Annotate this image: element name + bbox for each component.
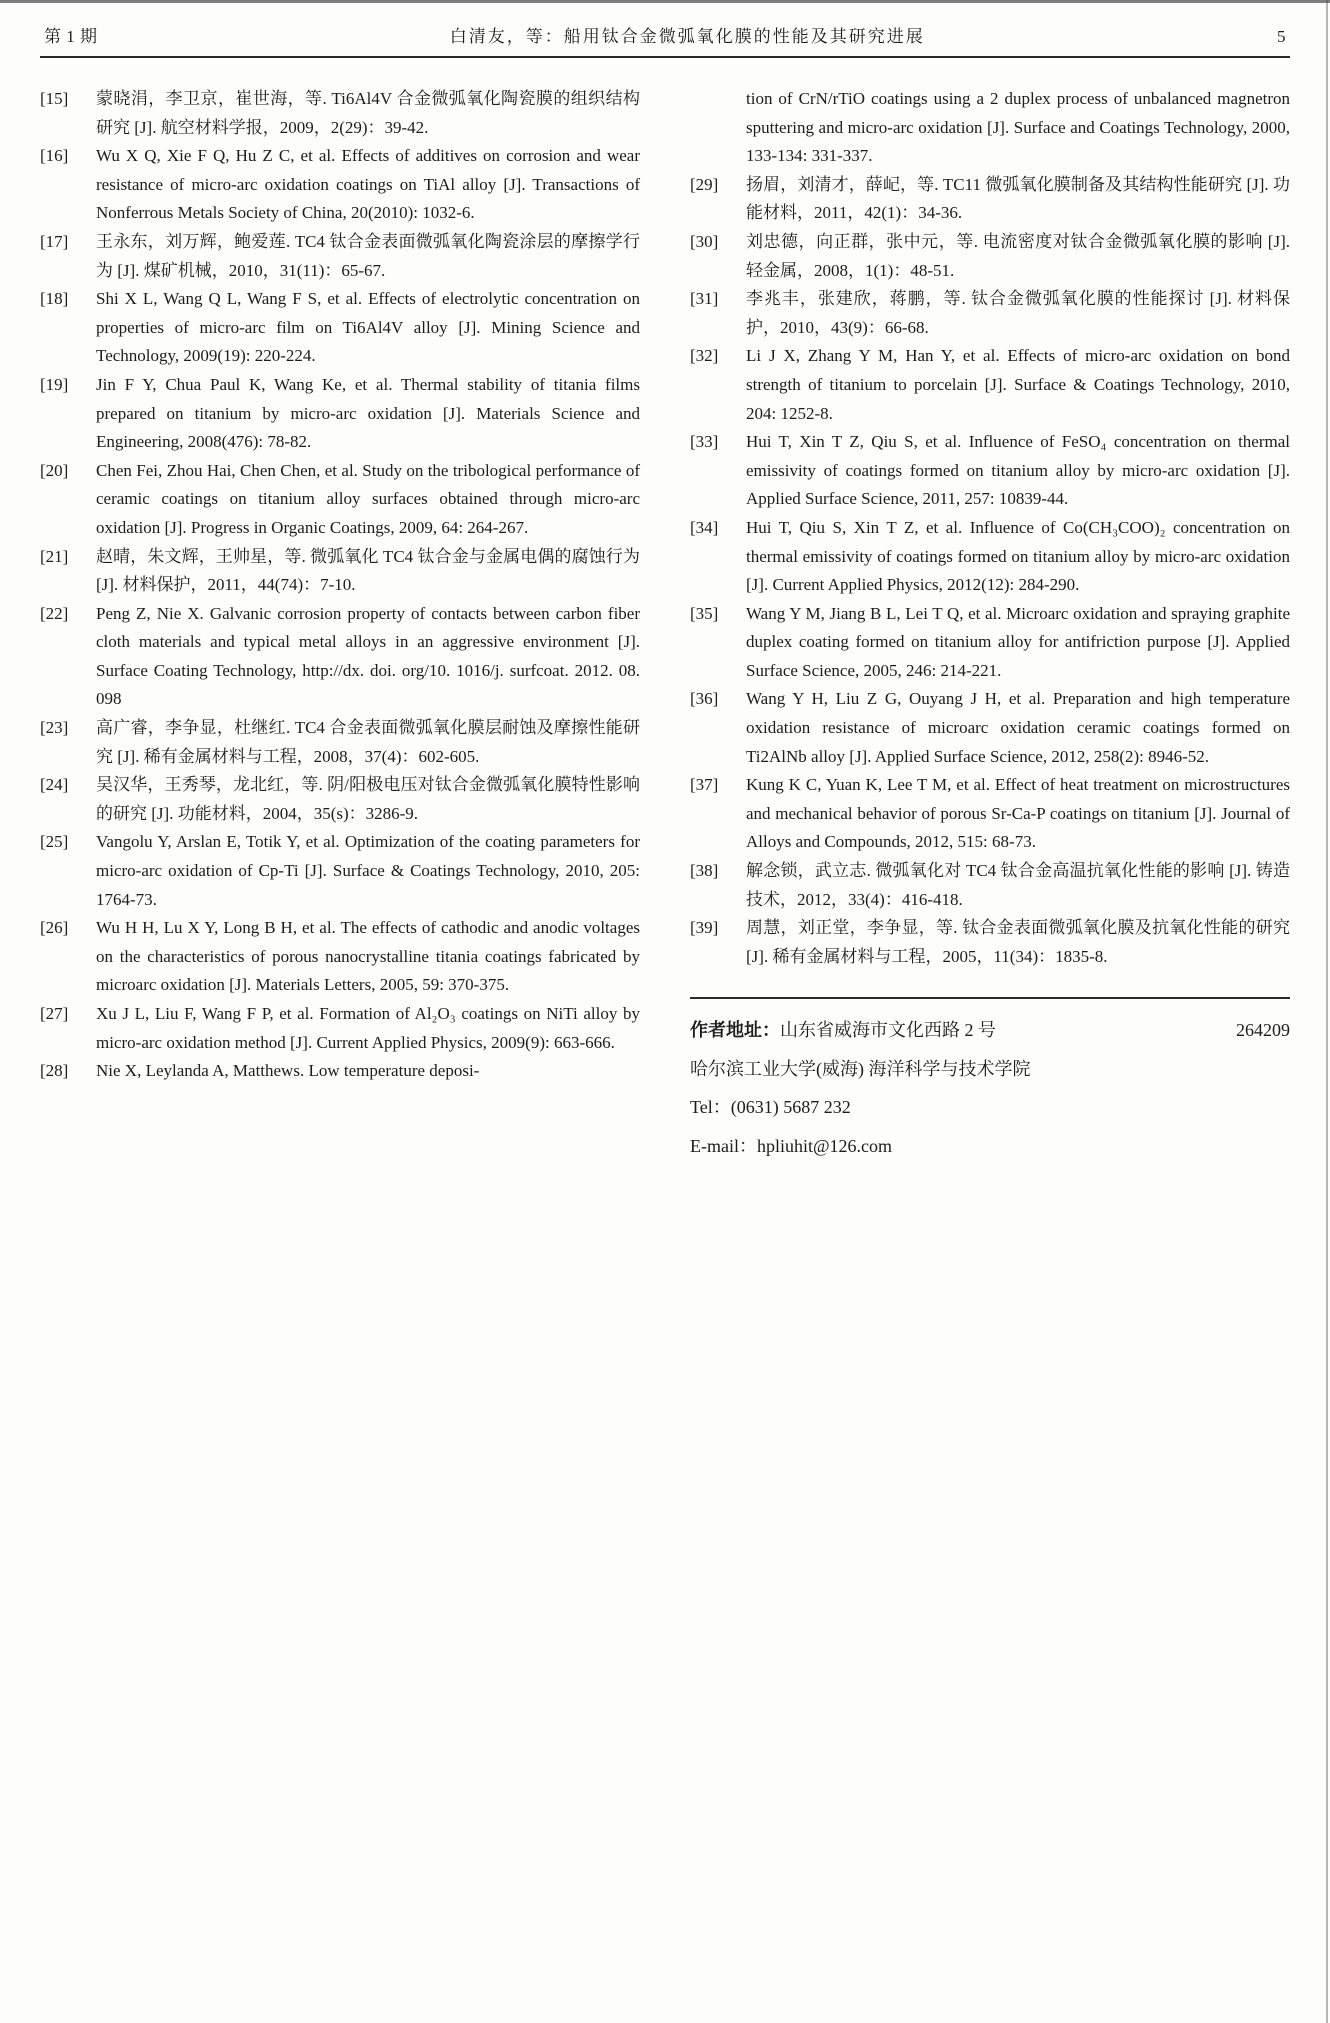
reference-number: [35] [690, 603, 719, 623]
author-affiliation: 哈尔滨工业大学(威海) 海洋科学与技术学院 [690, 1058, 1031, 1079]
reference-item [690, 600, 1290, 686]
references-section [40, 85, 1290, 1165]
reference-text: Shi X L, Wang Q L, Wang F S, et al. Effects of electrolytic concentration on properties of micro-arc film on Ti6Al4V alloy [J]. Mining Science and Technology, 2009(19): 220-224. [96, 289, 640, 366]
reference-number: [39] [690, 918, 719, 938]
reference-number [690, 85, 746, 171]
reference-number: [17] [40, 231, 69, 251]
reference-text: Wang Y H, Liu Z G, Ouyang J H, et al. Preparation and high temperature oxidation resistance of microarc oxidation ceramic coatings formed on Ti2AlNb alloy [J]. Applied Surface Science, 2012, 258(2): 8946-52. [746, 689, 1290, 766]
author-info-block [690, 997, 1290, 1165]
reference-item [40, 285, 640, 371]
reference-number: [30] [690, 231, 719, 251]
reference-number: [33] [690, 432, 719, 452]
reference-number: [37] [690, 775, 719, 795]
reference-item [40, 1000, 640, 1057]
author-tel: Tel：(0631) 5687 232 [690, 1097, 851, 1118]
author-email: E-mail：hpliuhit@126.com [690, 1135, 893, 1156]
reference-item [40, 914, 640, 1000]
references-column-right [690, 85, 1290, 1165]
reference-item [40, 1057, 640, 1086]
reference-item [690, 857, 1290, 914]
references-list-right [690, 85, 1290, 971]
reference-item [40, 228, 640, 285]
reference-item [40, 543, 640, 600]
reference-text: Hui T, Xin T Z, Qiu S, et al. Influence of FeSO₄ concentration on thermal emissivity of coatings formed on titanium alloy by micro-arc oxidation [J]. Applied Surface Science, 2011, 257: 10839-44. [746, 432, 1290, 509]
reference-number: [15] [40, 89, 69, 108]
reference-text: 吴汉华，王秀琴，龙北红，等. 阴/阳极电压对钛合金微弧氧化膜特性影响的研究 [J]. 功能材料，2004，35(s)：3286-9. [96, 775, 640, 823]
reference-text: Hui T, Qiu S, Xin T Z, et al. Influence of Co(CH₃COO)₂ concentration on thermal emissivity of coatings formed on titanium alloy by micro-arc oxidation [J]. Current Applied Physics, 2012(12): 284-290. [746, 517, 1290, 595]
reference-item [690, 171, 1290, 228]
reference-number: [24] [40, 775, 69, 795]
reference-text: Peng Z, Nie X. Galvanic corrosion property of contacts between carbon fiber cloth materials and typical metal alloys in an aggressive environment [J]. Surface Coating Technology, http://dx. doi. org/10. 1016/j. surfcoat. 2012. 08. 098 [96, 603, 640, 709]
reference-number: [22] [40, 603, 69, 623]
reference-number: [31] [690, 289, 719, 309]
author-address: 山东省威海市文化西路 2 号 [780, 1020, 996, 1041]
running-header [40, 22, 1290, 56]
header-rule [40, 56, 1290, 58]
reference-item [690, 771, 1290, 857]
reference-number: [32] [690, 346, 719, 366]
reference-number: [27] [40, 1004, 69, 1023]
reference-item [40, 828, 640, 914]
reference-number: [26] [40, 918, 69, 938]
reference-number: [20] [40, 460, 69, 480]
reference-item [40, 142, 640, 228]
reference-text: Wang Y M, Jiang B L, Lei T Q, et al. Microarc oxidation and spraying graphite duplex coating formed on titanium alloy for antifriction purpose [J]. Applied Surface Science, 2005, 246: 214-221. [746, 603, 1290, 680]
reference-item [40, 457, 640, 543]
reference-number: [21] [40, 546, 69, 566]
reference-number: [36] [690, 689, 719, 709]
scan-edge-right [1326, 0, 1328, 2023]
reference-text: Xu J L, Liu F, Wang F P, et al. Formation of Al₂O₃ coatings on NiTi alloy by micro-arc oxidation method [J]. Current Applied Physics, 2009(9): 663-666. [96, 1004, 640, 1052]
author-address-label: 作者地址： [690, 1020, 780, 1041]
header-page-number: 5 [1277, 27, 1286, 46]
reference-item [690, 85, 1290, 171]
reference-number: [18] [40, 289, 69, 309]
author-address-text [690, 1011, 996, 1050]
references-column-left [40, 85, 640, 1165]
reference-text: Jin F Y, Chua Paul K, Wang Ke, et al. Thermal stability of titania films prepared on titanium by micro-arc oxidation [J]. Materials Science and Engineering, 2008(476): 78-82. [96, 374, 640, 452]
reference-number: [19] [40, 374, 69, 394]
reference-item [690, 285, 1290, 342]
reference-item [690, 228, 1290, 285]
reference-text: Li J X, Zhang Y M, Han Y, et al. Effects of micro-arc oxidation on bond strength of titanium to porcelain [J]. Surface & Coatings Technology, 2010, 204: 1252-8. [746, 346, 1290, 423]
reference-text: 周慧，刘正堂，李争显，等. 钛合金表面微弧氧化膜及抗氧化性能的研究 [J]. 稀有金属材料与工程，2005，11(34)：1835-8. [746, 918, 1290, 966]
reference-item [40, 771, 640, 828]
reference-text: tion of CrN/rTiO coatings using a 2 duplex process of unbalanced magnetron sputtering and micro-arc oxidation [J]. Surface and Coatings Technology, 2000, 133-134: 331-337. [746, 89, 1290, 166]
reference-item [40, 714, 640, 771]
author-postcode: 264209 [1236, 1020, 1290, 1041]
reference-item [40, 600, 640, 714]
reference-text: Nie X, Leylanda A, Matthews. Low temperature deposi- [96, 1061, 480, 1081]
reference-item [690, 514, 1290, 600]
reference-text: Vangolu Y, Arslan E, Totik Y, et al. Optimization of the coating parameters for micro-arc oxidation of Cp-Ti [J]. Surface & Coatings Technology, 2010, 205: 1764-73. [96, 832, 640, 909]
reference-number: [16] [40, 146, 69, 166]
reference-item [40, 85, 640, 142]
header-issue: 第 1 期 [44, 27, 98, 46]
reference-text: Chen Fei, Zhou Hai, Chen Chen, et al. Study on the tribological performance of ceramic coatings on titanium alloy surfaces obtained through micro-arc oxidation [J]. Progress in Organic Coatings, 2009, 64: 264-267. [96, 460, 640, 537]
reference-text: 赵晴，朱文辉，王帅星，等. 微弧氧化 TC4 钛合金与金属电偶的腐蚀行为 [J]. 材料保护，2011，44(74)：7-10. [96, 546, 640, 595]
reference-text: 王永东，刘万辉，鲍爱莲. TC4 钛合金表面微弧氧化陶瓷涂层的摩擦学行为 [J]. 煤矿机械，2010，31(11)：65-67. [96, 231, 640, 280]
reference-item [690, 685, 1290, 771]
reference-text: Wu X Q, Xie F Q, Hu Z C, et al. Effects of additives on corrosion and wear resistance of micro-arc oxidation coatings on TiAl alloy [J]. Transactions of Nonferrous Metals Society of China, 20(2010): 1032-6. [96, 146, 640, 223]
reference-text: 解念锁，武立志. 微弧氧化对 TC4 钛合金高温抗氧化性能的影响 [J]. 铸造技术，2012，33(4)：416-418. [746, 861, 1290, 909]
reference-item [690, 342, 1290, 428]
reference-number: [34] [690, 517, 719, 537]
reference-item [690, 914, 1290, 971]
reference-text: 高广睿，李争显，杜继红. TC4 合金表面微弧氧化膜层耐蚀及摩擦性能研究 [J]. 稀有金属材料与工程，2008，37(4)：602-605. [96, 718, 640, 766]
reference-item [40, 371, 640, 457]
reference-number: [28] [40, 1061, 69, 1081]
reference-number: [38] [690, 861, 719, 881]
reference-text: Wu H H, Lu X Y, Long B H, et al. The effects of cathodic and anodic voltages on the characteristics of porous nanocrystalline titania coatings fabricated by microarc oxidation [J]. Materials Letters, 2005, 59: 370-375. [96, 918, 640, 995]
reference-number: [23] [40, 718, 69, 738]
author-address-line [690, 1011, 1290, 1050]
reference-text: 刘忠德，向正群，张中元，等. 电流密度对钛合金微弧氧化膜的影响 [J]. 轻金属，2008，1(1)：48-51. [746, 231, 1290, 280]
author-info-divider [690, 997, 1290, 999]
reference-number: [29] [690, 174, 719, 194]
header-title: 白清友，等：船用钛合金微弧氧化膜的性能及其研究进展 [449, 27, 925, 46]
reference-text: 扬眉，刘清才，薛屺，等. TC11 微弧氧化膜制备及其结构性能研究 [J]. 功能材料，2011，42(1)：34-36. [746, 174, 1290, 223]
reference-number: [25] [40, 832, 69, 852]
scan-edge-top [0, 0, 1330, 3]
reference-text: 蒙晓涓，李卫京，崔世海，等. Ti6Al4V 合金微弧氧化陶瓷膜的组织结构研究 [J]. 航空材料学报，2009，2(29)：39-42. [96, 89, 640, 137]
reference-item [690, 428, 1290, 514]
references-list-left [40, 85, 640, 1086]
reference-text: 李兆丰，张建欣，蒋鹏，等. 钛合金微弧氧化膜的性能探讨 [J]. 材料保护，2010，43(9)：66-68. [746, 289, 1290, 337]
reference-text: Kung K C, Yuan K, Lee T M, et al. Effect of heat treatment on microstructures and mechanical behavior of porous Sr-Ca-P coatings on titanium [J]. Journal of Alloys and Compounds, 2012, 515: 68-73. [746, 775, 1290, 852]
